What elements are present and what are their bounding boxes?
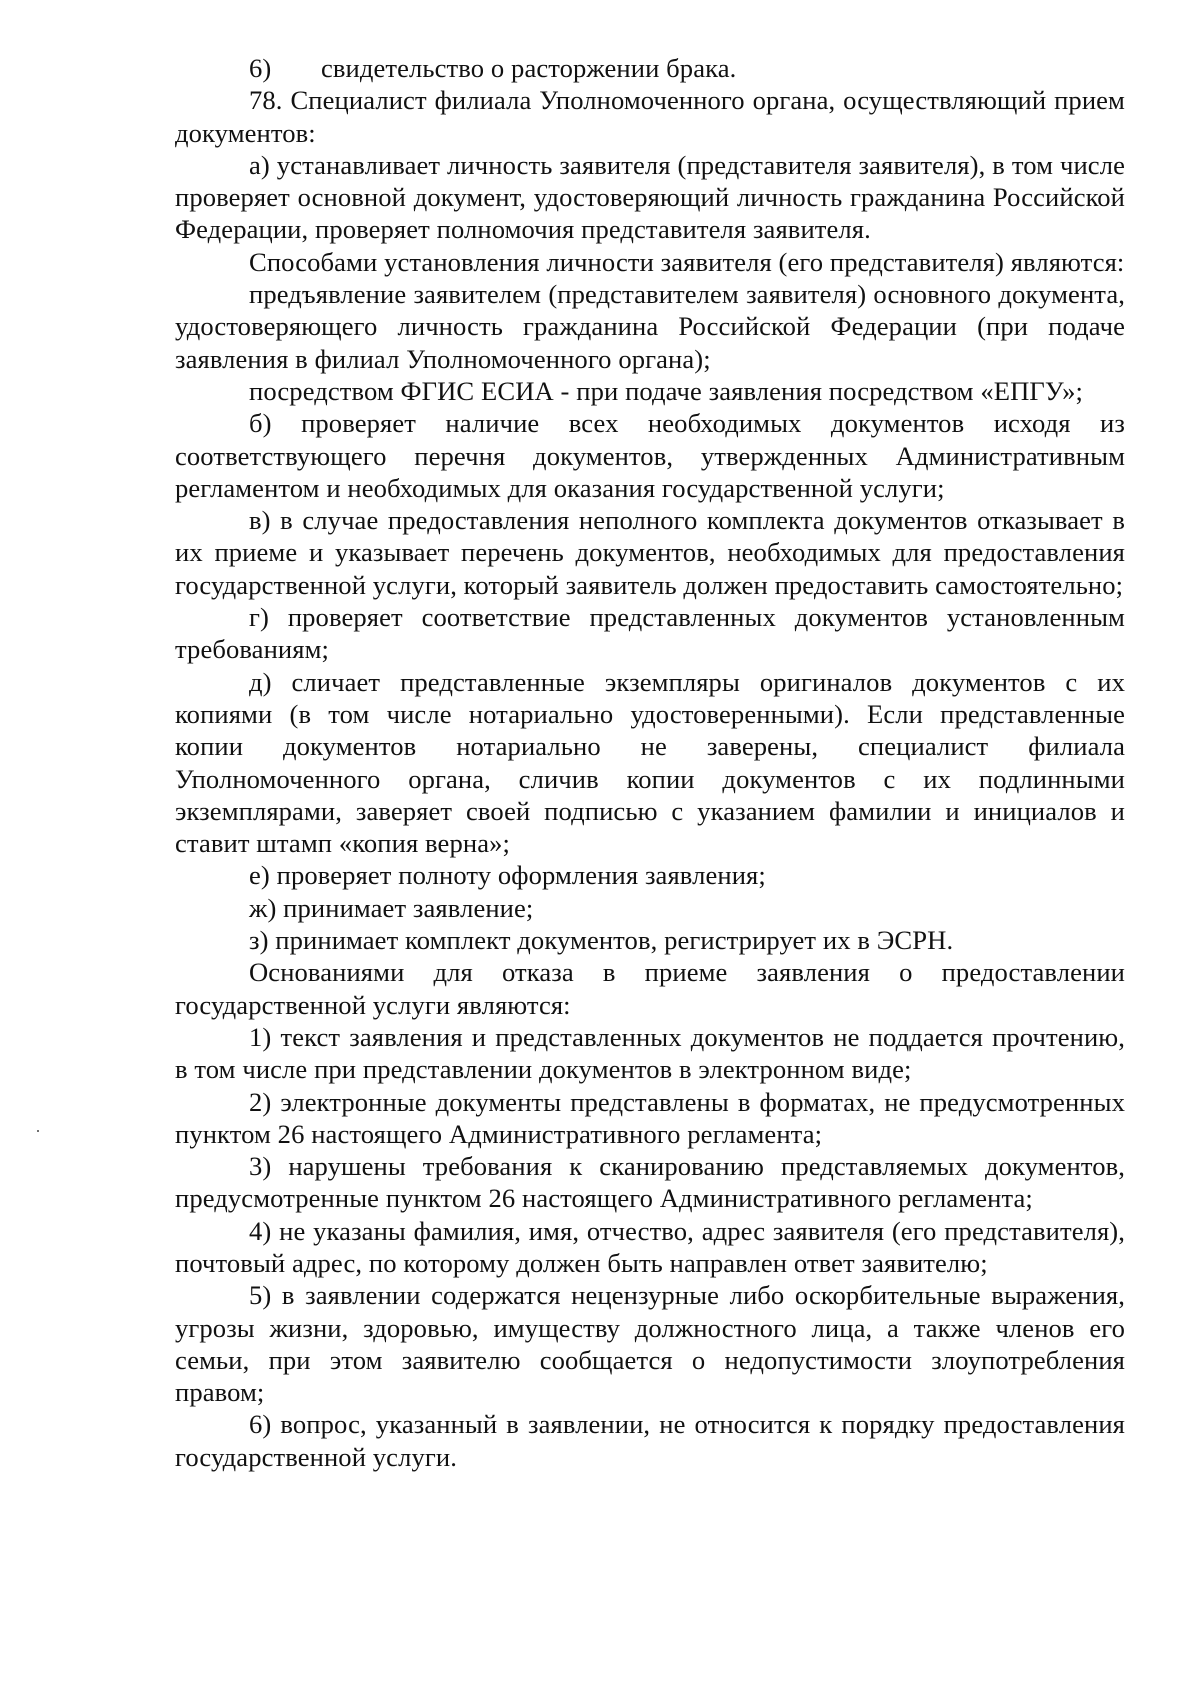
scan-speck xyxy=(37,1130,39,1132)
paragraph-e: е) проверяет полноту оформления заявления; xyxy=(249,860,766,891)
list-item-text: свидетельство о расторжении брака. xyxy=(321,53,737,83)
paragraph-presentation: предъявление заявителем (представителем заявителя) основного документа, удостоверяющего личность гражданина Российской Федерации (при подаче заявления в филиал Уполномоченного органа); xyxy=(175,279,1125,374)
refusal-item-5: 5) в заявлении содержатся нецензурные либо оскорбительные выражения, угрозы жизни, здоровью, имуществу должностного лица, а также членов его семьи, при этом заявителю сообщается о недопустимости злоупотребления правом; xyxy=(175,1280,1125,1408)
paragraph-esia: посредством ФГИС ЕСИА - при подаче заявления посредством «ЕПГУ»; xyxy=(249,375,1083,406)
refusal-item-2: 2) электронные документы представлены в форматах, не предусмотренных пунктом 26 настоящего Административного регламента; xyxy=(175,1086,1125,1149)
paragraph-d: д) сличает представленные экземпляры оригиналов документов с их копиями (в том числе нотариально удостоверенными). Если представленные копии документов нотариально не заверены, специалист филиала Уполномоченного органа, сличив копии документов с их подлинными экземплярами, заверяет своей подписью с указанием фамилии и инициалов и ставит штамп «копия верна»; xyxy=(175,666,1125,859)
paragraph-refusal-grounds: Основаниями для отказа в приеме заявления о предоставлении государственной услуги являются: xyxy=(175,957,1125,1020)
paragraph-b: б) проверяет наличие всех необходимых документов исходя из соответствующего перечня документов, утвержденных Административным регламентом и необходимых для оказания государственной услуги; xyxy=(175,408,1125,503)
refusal-item-4: 4) не указаны фамилия, имя, отчество, адрес заявителя (его представителя), почтовый адрес, по которому должен быть направлен ответ заявителю; xyxy=(175,1215,1125,1278)
paragraph-z: з) принимает комплект документов, регистрирует их в ЭСРН. xyxy=(249,925,954,956)
refusal-item-3: 3) нарушены требования к сканированию представляемых документов, предусмотренные пунктом 26 настоящего Административного регламента; xyxy=(175,1151,1125,1214)
paragraph-g: г) проверяет соответствие представленных документов установленным требованиям; xyxy=(175,602,1125,665)
paragraph-zh: ж) принимает заявление; xyxy=(249,892,534,923)
document-body xyxy=(175,52,1125,1473)
paragraph-identification-methods: Способами установления личности заявителя (его представителя) являются: xyxy=(249,246,1125,277)
list-item-number: 6) xyxy=(249,53,272,83)
list-item-6 xyxy=(175,52,1125,84)
paragraph-78: 78. Специалист филиала Уполномоченного органа, осуществляющий прием документов: xyxy=(175,85,1125,148)
refusal-item-1: 1) текст заявления и представленных документов не поддается прочтению, в том числе при представлении документов в электронном виде; xyxy=(175,1021,1125,1085)
refusal-item-6: 6) вопрос, указанный в заявлении, не относится к порядку предоставления государственной услуги. xyxy=(175,1409,1125,1472)
paragraph-v: в) в случае предоставления неполного комплекта документов отказывает в их приеме и указывает перечень документов, необходимых для предоставления государственной услуги, который заявитель должен предоставить самостоятельно; xyxy=(175,505,1125,600)
paragraph-a: а) устанавливает личность заявителя (представителя заявителя), в том числе проверяет основной документ, удостоверяющий личность гражданина Российской Федерации, проверяет полномочия представителя заявителя. xyxy=(175,149,1125,245)
